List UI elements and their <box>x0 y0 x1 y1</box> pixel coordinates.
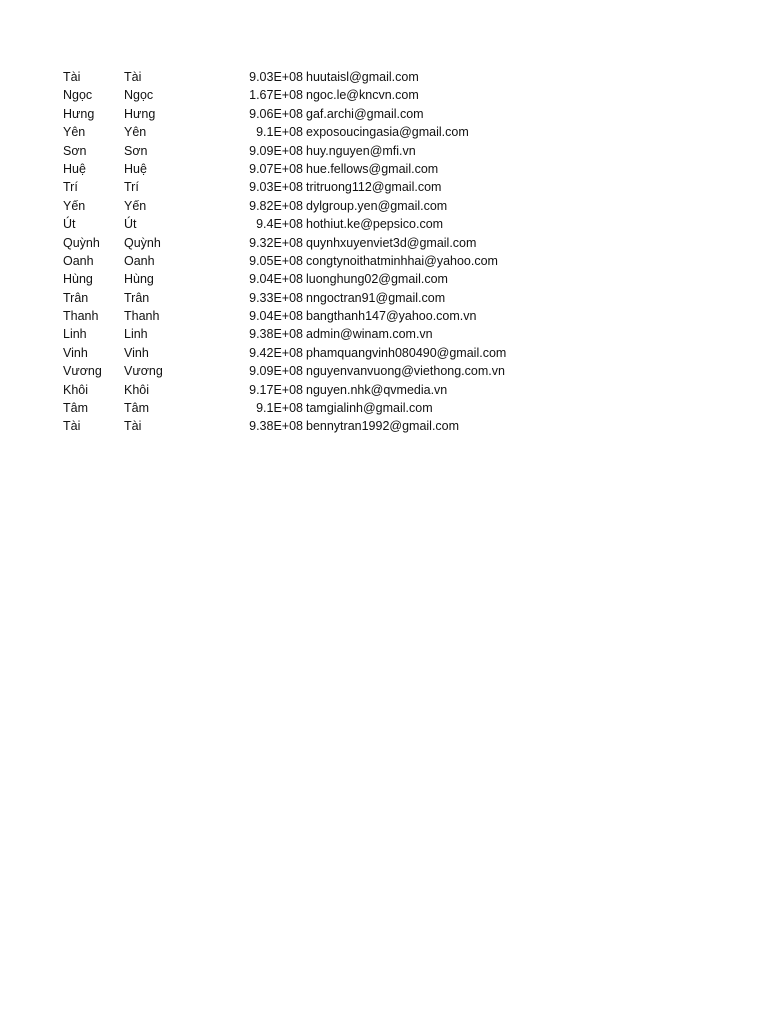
number-cell: 9.04E+08 <box>249 309 303 324</box>
name-cell: Oanh <box>124 253 155 268</box>
email-cell: nguyen.nhk@qvmedia.vn <box>306 382 448 397</box>
email-cell: hue.fellows@gmail.com <box>306 161 439 176</box>
name-cell: Trí <box>124 180 139 195</box>
table-row <box>63 252 566 270</box>
number-cell: 9.82E+08 <box>249 198 303 213</box>
email-cell: huutaisl@gmail.com <box>306 70 419 84</box>
name-cell: Út <box>124 217 137 232</box>
email-cell: nguyenvanvuong@viethong.com.vn <box>306 364 505 379</box>
name-cell: Yên <box>124 125 147 140</box>
email-cell: tritruong112@gmail.com <box>306 180 442 195</box>
number-cell: 9.04E+08 <box>249 272 303 287</box>
email-cell: congtynoithatminhhai@yahoo.com <box>306 253 498 268</box>
spreadsheet-table <box>63 68 566 436</box>
name-cell: Khôi <box>63 382 89 397</box>
table-row <box>63 86 566 104</box>
name-cell: Yến <box>124 198 147 213</box>
table-row <box>63 289 566 307</box>
table-row <box>63 215 566 233</box>
name-cell: Sơn <box>63 143 87 158</box>
table-row <box>63 234 566 252</box>
table-row <box>63 142 566 160</box>
name-cell: Tài <box>124 70 142 84</box>
name-cell: Tài <box>63 70 81 84</box>
table-row <box>63 381 566 399</box>
name-cell: Vinh <box>63 345 88 360</box>
name-cell: Quỳnh <box>63 235 100 250</box>
name-cell: Ngọc <box>63 88 93 103</box>
number-cell: 9.38E+08 <box>249 419 303 434</box>
name-cell: Tâm <box>124 401 149 416</box>
number-cell: 9.09E+08 <box>249 143 303 158</box>
name-cell: Huệ <box>124 161 147 176</box>
name-cell: Oanh <box>63 253 94 268</box>
table-row <box>63 362 566 380</box>
table-row <box>63 307 566 325</box>
email-cell: luonghung02@gmail.com <box>306 272 448 287</box>
number-cell: 9.32E+08 <box>249 235 303 250</box>
number-cell: 9.05E+08 <box>249 253 303 268</box>
name-cell: Ngọc <box>124 88 154 103</box>
email-cell: exposoucingasia@gmail.com <box>306 125 469 140</box>
name-cell: Tâm <box>63 401 88 416</box>
name-cell: Vương <box>124 364 163 379</box>
name-cell: Trân <box>124 290 150 305</box>
number-cell: 9.4E+08 <box>256 217 303 232</box>
name-cell: Hùng <box>124 272 154 287</box>
name-cell: Yến <box>63 198 86 213</box>
number-cell: 9.06E+08 <box>249 106 303 121</box>
email-cell: phamquangvinh080490@gmail.com <box>306 345 507 360</box>
name-cell: Thanh <box>124 309 160 324</box>
table-row <box>63 197 566 215</box>
email-cell: admin@winam.com.vn <box>306 327 433 342</box>
table-row <box>63 325 566 343</box>
number-cell: 9.42E+08 <box>249 345 303 360</box>
number-cell: 9.03E+08 <box>249 180 303 195</box>
number-cell: 9.03E+08 <box>249 70 303 84</box>
email-cell: gaf.archi@gmail.com <box>306 106 424 121</box>
name-cell: Hưng <box>124 106 156 121</box>
email-cell: tamgialinh@gmail.com <box>306 401 433 416</box>
number-cell: 9.09E+08 <box>249 364 303 379</box>
name-cell: Thanh <box>63 309 99 324</box>
email-cell: bangthanh147@yahoo.com.vn <box>306 309 477 324</box>
table-row <box>63 344 566 362</box>
table-row <box>63 399 566 417</box>
name-cell: Út <box>63 217 76 232</box>
email-cell: bennytran1992@gmail.com <box>306 419 460 434</box>
email-cell: nngoctran91@gmail.com <box>306 290 446 305</box>
email-cell: huy.nguyen@mfi.vn <box>306 143 416 158</box>
name-cell: Yên <box>63 125 86 140</box>
number-cell: 9.17E+08 <box>249 382 303 397</box>
email-cell: quynhxuyenviet3d@gmail.com <box>306 235 477 250</box>
number-cell: 9.07E+08 <box>249 161 303 176</box>
table-row <box>63 68 566 86</box>
table-row <box>63 123 566 141</box>
number-cell: 1.67E+08 <box>249 88 303 103</box>
name-cell: Khôi <box>124 382 150 397</box>
name-cell: Vinh <box>124 345 149 360</box>
number-cell: 9.38E+08 <box>249 327 303 342</box>
email-cell: ngoc.le@kncvn.com <box>306 88 419 103</box>
name-cell: Quỳnh <box>124 235 161 250</box>
number-cell: 9.1E+08 <box>256 401 303 416</box>
table-row <box>63 178 566 196</box>
table-row <box>63 160 566 178</box>
name-cell: Tài <box>124 419 142 434</box>
email-cell: hothiut.ke@pepsico.com <box>306 217 444 232</box>
name-cell: Tài <box>63 419 81 434</box>
name-cell: Sơn <box>124 143 148 158</box>
number-cell: 9.1E+08 <box>256 125 303 140</box>
name-cell: Trân <box>63 290 89 305</box>
table-row <box>63 105 566 123</box>
name-cell: Vương <box>63 364 102 379</box>
table-row <box>63 417 566 435</box>
number-cell: 9.33E+08 <box>249 290 303 305</box>
name-cell: Huệ <box>63 161 86 176</box>
name-cell: Trí <box>63 180 78 195</box>
name-cell: Linh <box>63 327 87 342</box>
name-cell: Hùng <box>63 272 93 287</box>
name-cell: Hưng <box>63 106 95 121</box>
table-row <box>63 270 566 288</box>
name-cell: Linh <box>124 327 148 342</box>
email-cell: dylgroup.yen@gmail.com <box>306 198 448 213</box>
